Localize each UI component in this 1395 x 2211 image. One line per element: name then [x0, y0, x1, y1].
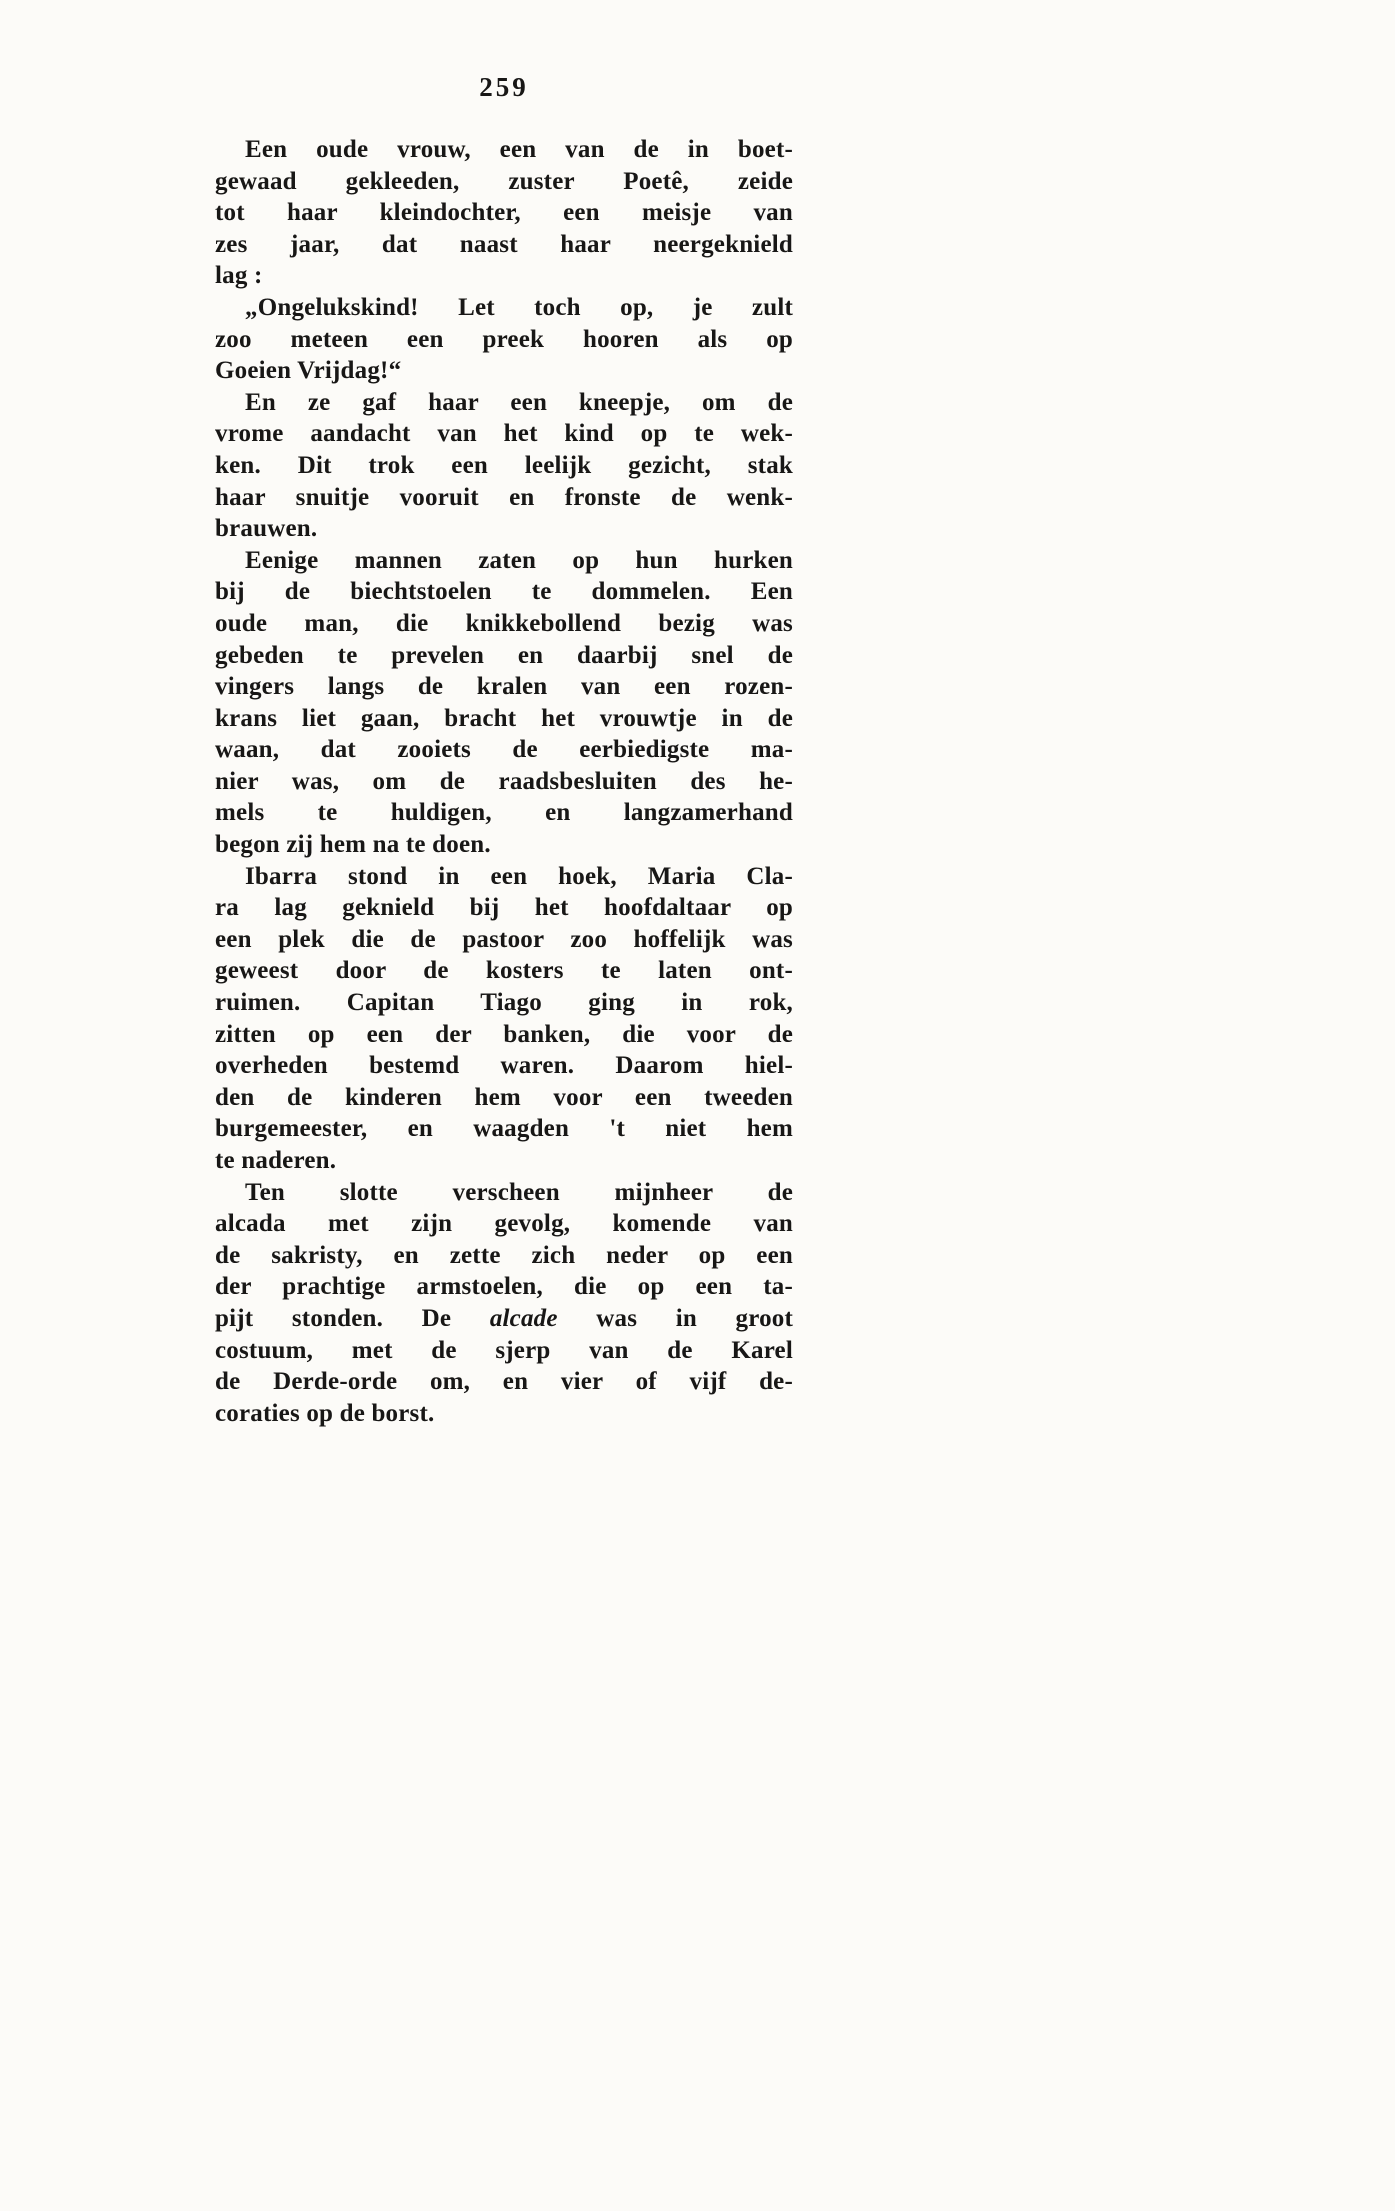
text-line: lag : [215, 262, 263, 290]
text-line: begon zij hem na te doen. [215, 831, 491, 859]
text-line: „Ongelukskind! Let toch op, je zult [245, 293, 793, 321]
text-line: te naderen. [215, 1147, 337, 1174]
text-line: tot haar kleindochter, een meisje van [215, 199, 793, 227]
text-line: overheden bestemd waren. Daarom hiel- [215, 1052, 793, 1080]
text-line: der prachtige armstoelen, die op een ta- [215, 1273, 793, 1301]
paragraph [215, 134, 793, 292]
page-number: 259 [479, 72, 529, 102]
text-line: zitten op een der banken, die voor de [215, 1020, 793, 1048]
text-line: ra lag geknield bij het hoofdaltaar op [215, 894, 793, 922]
text-line: geweest door de kosters te laten ont- [215, 957, 793, 985]
text-line: Goeien Vrijdag!“ [215, 357, 402, 385]
text-line: de Derde-orde om, en vier of vijf de- [215, 1368, 793, 1396]
text-line: Ibarra stond in een hoek, Maria Cla- [245, 862, 793, 890]
text-line: waan, dat zooiets de eerbiedigste ma- [215, 736, 793, 764]
paragraph [215, 387, 793, 545]
text-line: zes jaar, dat naast haar neergeknield [215, 230, 793, 258]
text-line: gewaad gekleeden, zuster Poetê, zeide [215, 167, 793, 195]
text-line: vingers langs de kralen van een rozen- [215, 673, 793, 701]
paragraph [215, 1177, 793, 1430]
text-line: brauwen. [215, 515, 318, 543]
text-line: bij de biechtstoelen te dommelen. Een [215, 578, 793, 606]
text-line: haar snuitje vooruit en fronste de wenk- [215, 483, 793, 511]
text-line: Een oude vrouw, een van de in boet- [245, 136, 793, 163]
text-line: pijt stonden. De alcade was in groot [215, 1304, 793, 1332]
text-line: burgemeester, en waagden 't niet hem [215, 1115, 793, 1143]
text-line: Ten slotte verscheen mijnheer de [245, 1178, 793, 1206]
text-line: ruimen. Capitan Tiago ging in rok, [215, 989, 793, 1017]
paragraph [215, 861, 793, 1177]
text-line: krans liet gaan, bracht het vrouwtje in de [215, 704, 793, 732]
text-line: En ze gaf haar een kneepje, om de [245, 388, 793, 416]
paragraph [215, 292, 793, 387]
text-line: vrome aandacht van het kind op te wek- [215, 420, 793, 448]
text-line: ken. Dit trok een leelijk gezicht, stak [215, 451, 793, 479]
text-line: alcada met zijn gevolg, komende van [215, 1210, 793, 1238]
text-line: nier was, om de raadsbesluiten des he- [215, 767, 793, 795]
text-block [215, 134, 793, 1429]
paragraph [215, 545, 793, 861]
text-line: de sakristy, en zette zich neder op een [215, 1241, 793, 1269]
text-line: costuum, met de sjerp van de Karel [215, 1336, 793, 1364]
text-line: mels te huldigen, en langzamerhand [215, 799, 793, 827]
text-line: zoo meteen een preek hooren als op [215, 325, 793, 353]
text-line: den de kinderen hem voor een tweeden [215, 1083, 793, 1111]
text-line: Eenige mannen zaten op hun hurken [245, 546, 793, 574]
text-line: oude man, die knikkebollend bezig was [215, 609, 793, 637]
text-line: coraties op de borst. [215, 1399, 435, 1427]
text-line: een plek die de pastoor zoo hoffelijk was [215, 925, 793, 953]
text-line: gebeden te prevelen en daarbij snel de [215, 641, 793, 669]
